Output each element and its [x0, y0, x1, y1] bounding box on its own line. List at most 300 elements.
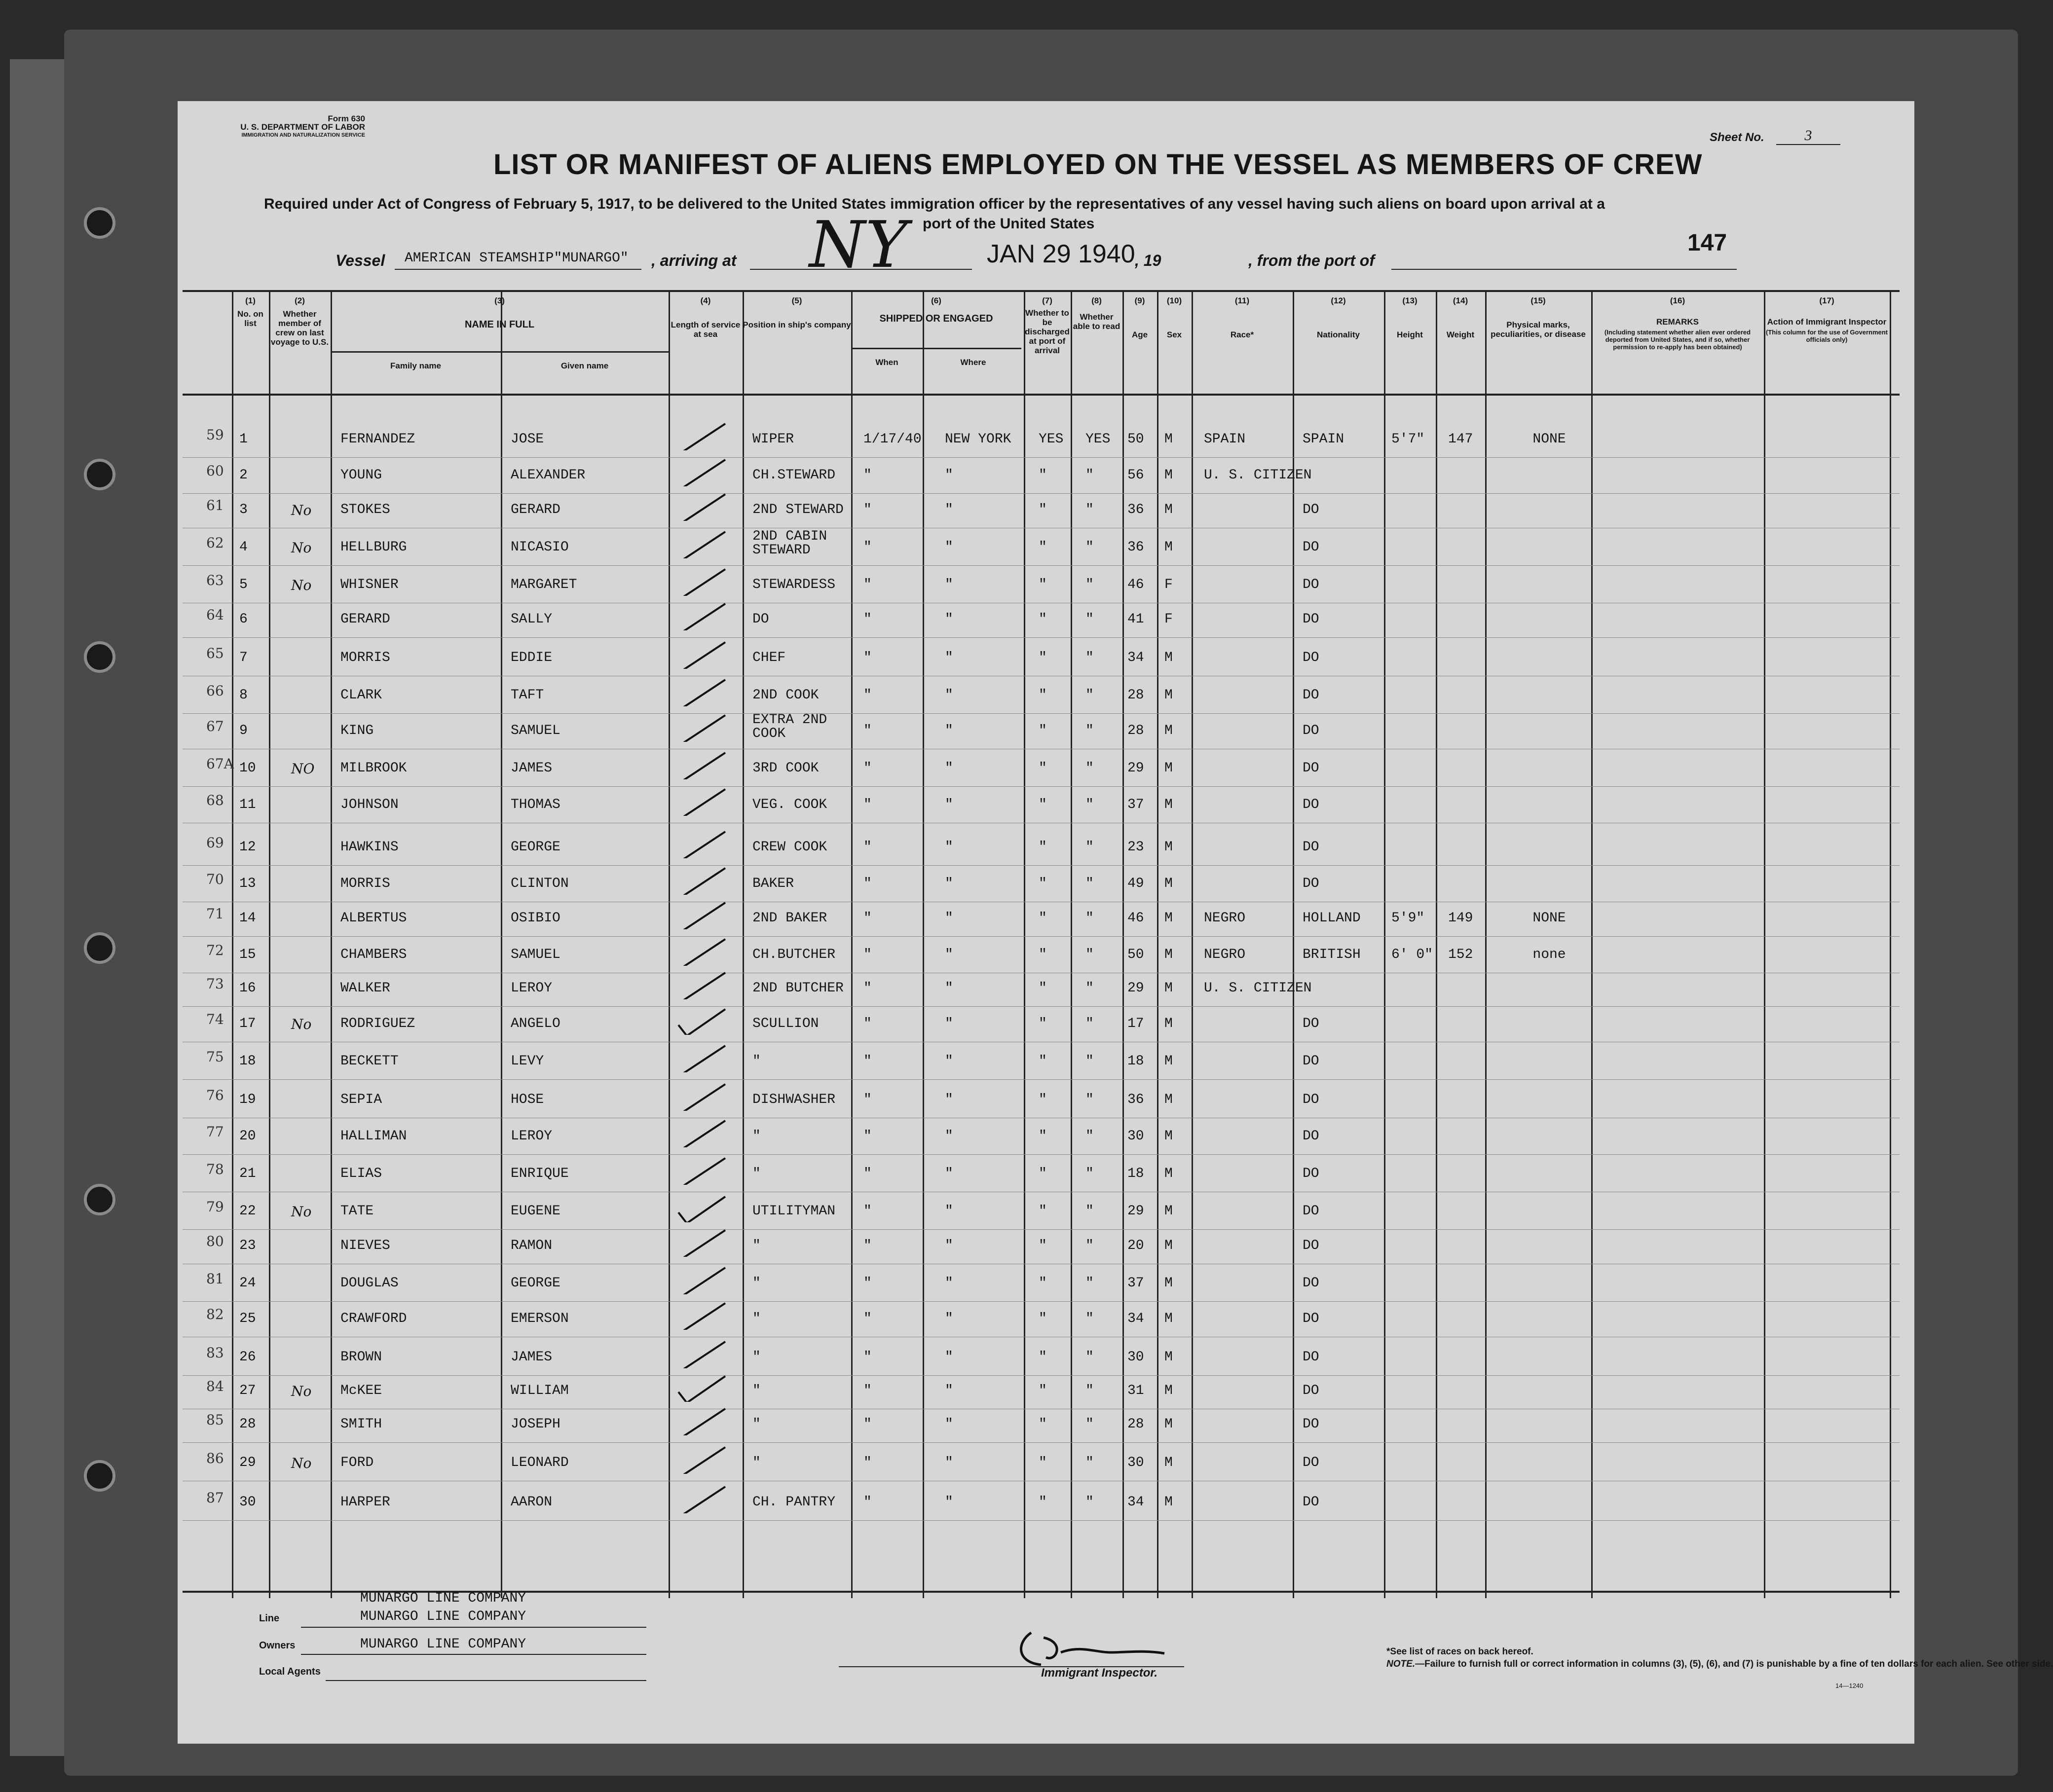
shipped-where: " [945, 1455, 953, 1470]
shipped-where: " [945, 1129, 953, 1144]
family-name: SEPIA [340, 1092, 382, 1107]
nationality: BRITISH [1303, 947, 1361, 962]
shipped-when: " [863, 761, 872, 776]
able-to-read: " [1085, 1016, 1094, 1031]
page-title: LIST OR MANIFEST OF ALIENS EMPLOYED ON THE VESSEL AS MEMBERS OF CREW [493, 148, 1703, 181]
given-name: TAFT [511, 688, 544, 703]
table-top-border [183, 290, 1900, 292]
sex: F [1164, 577, 1173, 592]
race: NEGRO [1204, 911, 1246, 926]
nationality: DO [1303, 723, 1319, 738]
given-name: OSIBIO [511, 911, 560, 926]
length-of-service-mark [676, 970, 730, 999]
family-name: WHISNER [340, 577, 399, 592]
given-name: THOMAS [511, 797, 560, 812]
shipped-where: " [945, 1092, 953, 1107]
given-name: SAMUEL [511, 723, 560, 738]
length-of-service-mark [676, 1005, 730, 1035]
able-to-read: " [1085, 1238, 1094, 1253]
shipped-where: " [945, 1054, 953, 1069]
punch-hole [84, 207, 115, 239]
able-to-read: " [1085, 1311, 1094, 1326]
discharged: " [1039, 840, 1047, 855]
able-to-read: " [1085, 468, 1094, 483]
sex: M [1164, 1238, 1173, 1253]
inspector-signature [997, 1623, 1174, 1672]
nationality: DO [1303, 876, 1319, 891]
age: 36 [1127, 1092, 1144, 1107]
family-name: JOHNSON [340, 797, 399, 812]
shipped-when: " [863, 1238, 872, 1253]
able-to-read: " [1085, 1455, 1094, 1470]
discharged: " [1039, 1495, 1047, 1510]
able-to-read: " [1085, 1383, 1094, 1398]
punch-hole [84, 1184, 115, 1215]
margin-line-number: 79 [206, 1199, 224, 1215]
column-divider [501, 291, 502, 1598]
position: " [752, 1238, 761, 1253]
age: 30 [1127, 1350, 1144, 1365]
sex: M [1164, 1383, 1173, 1398]
discharged: YES [1039, 432, 1064, 447]
sex: M [1164, 876, 1173, 891]
shipped-where: " [945, 1495, 953, 1510]
given-name: SAMUEL [511, 947, 560, 962]
row-number: 11 [239, 797, 256, 812]
length-of-service-mark [676, 1300, 730, 1330]
given-name: GERARD [511, 502, 560, 517]
discharged: " [1039, 1054, 1047, 1069]
sheet-number-label: Sheet No. [1710, 131, 1764, 144]
given-name: ALEXANDER [511, 468, 586, 483]
shipped-when: " [863, 468, 872, 483]
shipped-where: " [945, 1016, 953, 1031]
shipped-where: " [945, 1166, 953, 1181]
row-number: 3 [239, 502, 248, 517]
length-of-service-mark [676, 1118, 730, 1147]
family-name: CHAMBERS [340, 947, 407, 962]
given-name: WILLIAM [511, 1383, 569, 1398]
row-number: 9 [239, 723, 248, 738]
nationality: DO [1303, 688, 1319, 703]
margin-line-number: 62 [206, 535, 224, 551]
column-divider [1890, 291, 1891, 1598]
row-rule [183, 565, 1900, 566]
row-number: 14 [239, 911, 256, 926]
able-to-read: " [1085, 911, 1094, 926]
row-number: 10 [239, 761, 256, 776]
length-of-service-mark [676, 529, 730, 558]
given-name: JAMES [511, 761, 553, 776]
line-underline [301, 1627, 646, 1628]
family-name: SMITH [340, 1417, 382, 1432]
row-number: 25 [239, 1311, 256, 1326]
given-name: JAMES [511, 1350, 553, 1365]
header-col9: (9) Age [1131, 296, 1148, 339]
family-name: TATE [340, 1204, 374, 1219]
position: " [752, 1129, 761, 1144]
row-number: 8 [239, 688, 248, 703]
margin-line-number: 81 [206, 1271, 224, 1287]
column-divider [1071, 291, 1072, 1598]
physical-marks: NONE [1532, 432, 1566, 447]
print-code: 14—1240 [1835, 1682, 1864, 1689]
sex: M [1164, 1455, 1173, 1470]
shipped-where: " [945, 1417, 953, 1432]
column-divider [743, 291, 744, 1598]
sex: M [1164, 1495, 1173, 1510]
sex: M [1164, 1204, 1173, 1219]
punch-hole [84, 459, 115, 490]
row-rule [183, 1375, 1900, 1376]
nationality: DO [1303, 1129, 1319, 1144]
margin-line-number: 70 [206, 871, 224, 887]
fine-note: NOTE.—Failure to furnish full or correct information in columns (3), (5), (6), and (7) is punishable by a fine of ten dollars for each alien. See other side. [1386, 1659, 2053, 1669]
year-label: , 19 [1135, 252, 1161, 269]
margin-line-number: 69 [206, 835, 224, 851]
previous-voyage: NO [291, 761, 315, 777]
age: 30 [1127, 1129, 1144, 1144]
position: CH. PANTRY [752, 1495, 836, 1510]
family-name: ELIAS [340, 1166, 382, 1181]
physical-marks: NONE [1532, 911, 1566, 926]
able-to-read: " [1085, 1166, 1094, 1181]
row-rule [183, 1442, 1900, 1443]
sex: M [1164, 1166, 1173, 1181]
family-name: HALLIMAN [340, 1129, 407, 1144]
length-of-service-mark [676, 1339, 730, 1368]
shipped-when: " [863, 540, 872, 555]
family-name: GERARD [340, 612, 390, 627]
family-name: BECKETT [340, 1054, 399, 1069]
position: CH.STEWARD [752, 468, 836, 483]
given-name: EDDIE [511, 650, 553, 665]
margin-line-number: 59 [206, 427, 224, 443]
row-number: 4 [239, 540, 248, 555]
nationality: DO [1303, 1016, 1319, 1031]
from-port-underline [1391, 269, 1737, 270]
age: 29 [1127, 1204, 1144, 1219]
races-note: *See list of races on back hereof. [1386, 1646, 1533, 1657]
header-family-name: Family name [390, 361, 441, 370]
previous-voyage: No [291, 540, 312, 556]
previous-voyage: No [291, 1204, 312, 1220]
sex: M [1164, 502, 1173, 517]
length-of-service-mark [676, 900, 730, 929]
position: BAKER [752, 876, 794, 891]
margin-line-number: 71 [206, 906, 224, 922]
able-to-read: " [1085, 947, 1094, 962]
given-name: AARON [511, 1495, 553, 1510]
shipped-where: " [945, 947, 953, 962]
race: SPAIN [1204, 432, 1246, 447]
length-of-service-mark [676, 1372, 730, 1402]
able-to-read: " [1085, 723, 1094, 738]
sex: M [1164, 540, 1173, 555]
row-rule [183, 1520, 1900, 1521]
age: 34 [1127, 1311, 1144, 1326]
nationality: HOLLAND [1303, 911, 1361, 926]
sex: M [1164, 1016, 1173, 1031]
header-col1: (1) No. on list [237, 296, 263, 328]
shipped-when: " [863, 1276, 872, 1291]
vessel-name: AMERICAN STEAMSHIP"MUNARGO" [405, 251, 629, 266]
age: 28 [1127, 688, 1144, 703]
header-col16: (16) REMARKS (Including statement whether alien ever ordered deported from United States, and if so, whether permission to re-apply has been obtained) [1604, 296, 1751, 351]
nationality: DO [1303, 797, 1319, 812]
row-number: 20 [239, 1129, 256, 1144]
given-name: EMERSON [511, 1311, 569, 1326]
margin-line-number: 60 [206, 463, 224, 479]
length-of-service-mark [676, 1193, 730, 1222]
sex: M [1164, 1092, 1173, 1107]
shipped-where: " [945, 468, 953, 483]
line-label: Line [259, 1613, 280, 1624]
given-name: RAMON [511, 1238, 553, 1253]
row-number: 23 [239, 1238, 256, 1253]
given-name: LEVY [511, 1054, 544, 1069]
able-to-read: " [1085, 876, 1094, 891]
margin-line-number: 64 [206, 607, 224, 623]
given-name: NICASIO [511, 540, 569, 555]
weight: 149 [1448, 911, 1473, 926]
row-rule [183, 1079, 1900, 1080]
able-to-read: " [1085, 650, 1094, 665]
family-name: HARPER [340, 1495, 390, 1510]
row-number: 26 [239, 1350, 256, 1365]
given-name: CLINTON [511, 876, 569, 891]
row-rule [183, 713, 1900, 714]
family-name: NIEVES [340, 1238, 390, 1253]
given-name: LEROY [511, 1129, 553, 1144]
nationality: DO [1303, 1092, 1319, 1107]
sex: M [1164, 947, 1173, 962]
position: SCULLION [752, 1016, 819, 1031]
previous-voyage: No [291, 502, 312, 518]
shipped-where: " [945, 761, 953, 776]
margin-line-number: 61 [206, 497, 224, 513]
shipped-where: " [945, 981, 953, 996]
race: NEGRO [1204, 947, 1246, 962]
vessel-underline [395, 269, 641, 270]
header-col12: (12) Nationality [1317, 296, 1360, 339]
shipped-when: " [863, 1455, 872, 1470]
given-name: SALLY [511, 612, 553, 627]
age: 34 [1127, 1495, 1144, 1510]
nationality: DO [1303, 1238, 1319, 1253]
margin-line-number: 86 [206, 1450, 224, 1466]
row-number: 15 [239, 947, 256, 962]
margin-line-number: 65 [206, 645, 224, 661]
able-to-read: " [1085, 1276, 1094, 1291]
position: 3RD COOK [752, 761, 819, 776]
position: UTILITYMAN [752, 1204, 836, 1219]
position: " [752, 1455, 761, 1470]
column-divider [923, 291, 924, 1598]
row-rule [183, 786, 1900, 787]
sex: M [1164, 797, 1173, 812]
family-name: DOUGLAS [340, 1276, 399, 1291]
subtitle: Required under Act of Congress of February 5, 1917, to be delivered to the United States immigration officer by the representatives of any vessel having such aliens on board upon arrival at a [264, 196, 1605, 212]
nationality: DO [1303, 840, 1319, 855]
column-divider [269, 291, 270, 1598]
family-name: YOUNG [340, 468, 382, 483]
position: CH.BUTCHER [752, 947, 836, 962]
weight: 147 [1448, 432, 1473, 447]
family-name: FORD [340, 1455, 374, 1470]
row-number: 2 [239, 468, 248, 483]
discharged: " [1039, 502, 1047, 517]
discharged: " [1039, 612, 1047, 627]
margin-line-number: 72 [206, 942, 224, 958]
family-name: STOKES [340, 502, 390, 517]
shipped-when: " [863, 723, 872, 738]
shipped-when: " [863, 1204, 872, 1219]
column-divider [1157, 291, 1158, 1598]
position: VEG. COOK [752, 797, 827, 812]
length-of-service-mark [676, 936, 730, 966]
age: 18 [1127, 1166, 1144, 1181]
arriving-port-handwritten: NY [809, 207, 908, 282]
header-col6: (6) SHIPPED OR ENGAGED [879, 296, 993, 324]
discharged: " [1039, 688, 1047, 703]
family-name: FERNANDEZ [340, 432, 415, 447]
shipped-when: " [863, 1054, 872, 1069]
position: DO [752, 612, 769, 627]
nationality: DO [1303, 540, 1319, 555]
margin-line-number: 67A [206, 756, 234, 772]
length-of-service-mark [676, 1265, 730, 1294]
position: " [752, 1276, 761, 1291]
able-to-read: " [1085, 540, 1094, 555]
shipped-where: " [945, 911, 953, 926]
row-number: 18 [239, 1054, 256, 1069]
age: 37 [1127, 1276, 1144, 1291]
row-number: 17 [239, 1016, 256, 1031]
age: 30 [1127, 1455, 1144, 1470]
nationality: DO [1303, 1417, 1319, 1432]
sex: M [1164, 761, 1173, 776]
able-to-read: " [1085, 761, 1094, 776]
column-divider [851, 291, 853, 1598]
margin-line-number: 85 [206, 1412, 224, 1428]
discharged: " [1039, 1016, 1047, 1031]
row-number: 30 [239, 1495, 256, 1510]
discharged: " [1039, 1238, 1047, 1253]
discharged: " [1039, 723, 1047, 738]
previous-voyage: No [291, 1383, 312, 1399]
shipped-where: " [945, 876, 953, 891]
nationality: DO [1303, 761, 1319, 776]
sex: M [1164, 1350, 1173, 1365]
nationality: DO [1303, 650, 1319, 665]
discharged: " [1039, 1129, 1047, 1144]
position: STEWARDESS [752, 577, 836, 592]
able-to-read: " [1085, 1417, 1094, 1432]
arrival-date-stamp: JAN 29 1940 [987, 240, 1135, 268]
row-rule [183, 457, 1900, 458]
punch-hole [84, 932, 115, 964]
able-to-read: " [1085, 1350, 1094, 1365]
punch-hole [84, 641, 115, 673]
shipped-where: " [945, 612, 953, 627]
sex: M [1164, 432, 1173, 447]
header-given-name: Given name [560, 361, 609, 370]
age: 36 [1127, 502, 1144, 517]
length-of-service-mark [676, 829, 730, 858]
discharged: " [1039, 1417, 1047, 1432]
length-of-service-mark [676, 1043, 730, 1072]
shipped-when: " [863, 1092, 872, 1107]
column-divider [232, 291, 233, 1598]
row-number: 13 [239, 876, 256, 891]
row-rule [183, 865, 1900, 866]
shipped-when: " [863, 1350, 872, 1365]
position: " [752, 1166, 761, 1181]
row-number: 29 [239, 1455, 256, 1470]
length-of-service-mark [676, 712, 730, 742]
race: U. S. CITIZEN [1204, 468, 1312, 483]
able-to-read: " [1085, 1129, 1094, 1144]
age: 41 [1127, 612, 1144, 627]
margin-line-number: 83 [206, 1345, 224, 1361]
family-name: MORRIS [340, 876, 390, 891]
margin-line-number: 74 [206, 1011, 224, 1027]
shipped-when: " [863, 947, 872, 962]
nationality: DO [1303, 1495, 1319, 1510]
able-to-read: YES [1085, 432, 1111, 447]
age: 34 [1127, 650, 1144, 665]
row-rule [183, 1229, 1900, 1230]
margin-line-number: 66 [206, 683, 224, 699]
position: EXTRA 2ND COOK [752, 712, 827, 741]
given-name: EUGENE [511, 1204, 560, 1219]
length-of-service-mark [676, 601, 730, 630]
age: 31 [1127, 1383, 1144, 1398]
family-name: KING [340, 723, 374, 738]
header-col4: (4) Length of service at sea [671, 296, 741, 339]
shipped-where: " [945, 1383, 953, 1398]
age: 18 [1127, 1054, 1144, 1069]
shipped-when: " [863, 1495, 872, 1510]
nationality: DO [1303, 1204, 1319, 1219]
shipped-when: " [863, 876, 872, 891]
sex: M [1164, 1311, 1173, 1326]
column-divider [1122, 291, 1124, 1598]
length-of-service-mark [676, 1406, 730, 1435]
department-name: U. S. DEPARTMENT OF LABOR [240, 122, 365, 132]
nationality: DO [1303, 1054, 1319, 1069]
row-number: 19 [239, 1092, 256, 1107]
able-to-read: " [1085, 981, 1094, 996]
row-rule [183, 637, 1900, 638]
discharged: " [1039, 1350, 1047, 1365]
margin-line-number: 82 [206, 1306, 224, 1322]
header-col7: (7) Whether to be discharged at port of arrival [1025, 296, 1070, 355]
family-name: HELLBURG [340, 540, 407, 555]
local-agents-label: Local Agents [259, 1666, 321, 1677]
shipped-when: " [863, 840, 872, 855]
length-of-service-mark [676, 1484, 730, 1513]
family-name: BROWN [340, 1350, 382, 1365]
length-of-service-mark [676, 421, 730, 450]
length-of-service-mark [676, 457, 730, 486]
header-col17: (17) Action of Immigrant Inspector (This column for the use of Government officials only) [1765, 296, 1888, 343]
nationality: DO [1303, 577, 1319, 592]
weight: 152 [1448, 947, 1473, 962]
column-divider [1764, 291, 1765, 1598]
discharged: " [1039, 911, 1047, 926]
